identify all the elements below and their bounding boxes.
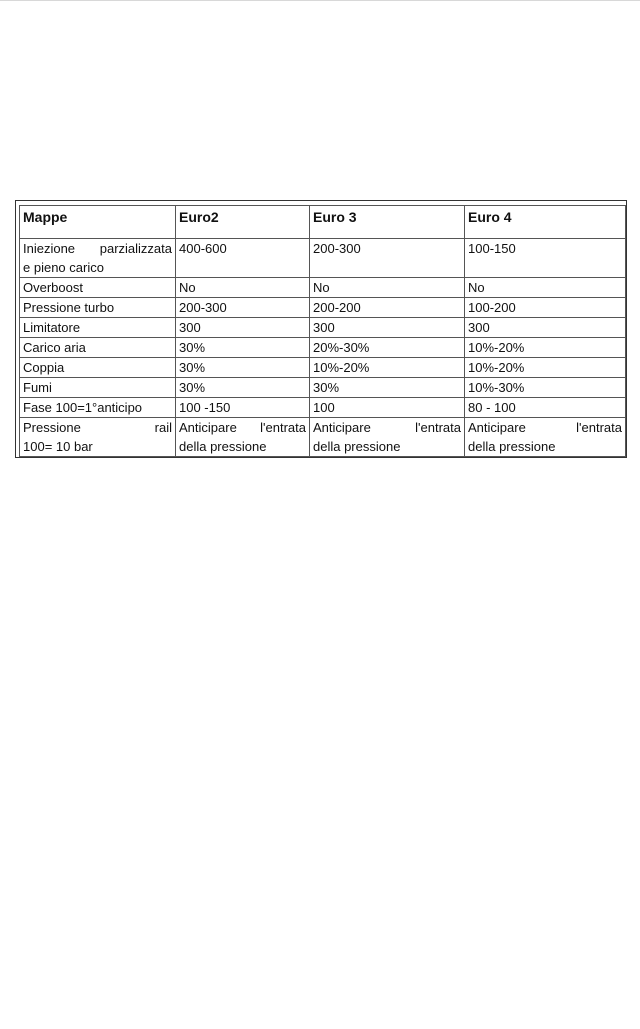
table-row (20, 239, 626, 278)
row-label-cell (20, 318, 176, 338)
cell-text-line: Anticipare l'entrata (179, 420, 306, 435)
cell-text-line: Carico aria (23, 340, 86, 355)
value-cell (176, 239, 310, 278)
table-row (20, 378, 626, 398)
header-euro4: Euro 4 (465, 206, 626, 239)
cell-text-line: Anticipare l'entrata (313, 420, 461, 435)
row-label-cell (20, 298, 176, 318)
value-cell (176, 398, 310, 418)
cell-text-line: e pieno carico (23, 260, 104, 275)
value-cell (310, 298, 465, 318)
emission-maps-table (19, 205, 626, 457)
row-label-cell (20, 358, 176, 378)
cell-text-line: Limitatore (23, 320, 81, 335)
value-cell (310, 418, 465, 457)
cell-text-line: 10%-20% (468, 340, 525, 355)
value-cell (465, 338, 626, 358)
value-cell (176, 418, 310, 457)
cell-text-line: 10%-20% (468, 360, 525, 375)
cell-text-line: Iniezione parzializzata (23, 241, 172, 256)
value-cell (310, 358, 465, 378)
cell-text-line: 200-300 (313, 241, 361, 256)
table-body (20, 239, 626, 457)
row-label-cell (20, 378, 176, 398)
value-cell (465, 239, 626, 278)
value-cell (310, 338, 465, 358)
value-cell (176, 378, 310, 398)
cell-text-line: Coppia (23, 360, 65, 375)
header-mappe: Mappe (20, 206, 176, 239)
spec-table-frame (15, 200, 627, 458)
cell-text-line: 100-150 (468, 241, 516, 256)
cell-text-line: 400-600 (179, 241, 227, 256)
header-euro2: Euro2 (176, 206, 310, 239)
table-row (20, 418, 626, 457)
header-euro3: Euro 3 (310, 206, 465, 239)
cell-text-line: Fase 100=1°anticipo (23, 400, 143, 415)
cell-text-line: 20%-30% (313, 340, 370, 355)
cell-text-line: 10%-20% (313, 360, 370, 375)
value-cell (310, 278, 465, 298)
cell-text-line: No (313, 280, 330, 295)
cell-text-line: 30% (179, 380, 206, 395)
cell-text-line: 30% (313, 380, 340, 395)
cell-text-line: 30% (179, 360, 206, 375)
cell-text-line: No (179, 280, 196, 295)
cell-text-line: No (468, 280, 485, 295)
row-label-cell (20, 278, 176, 298)
cell-text-line: 10%-30% (468, 380, 525, 395)
cell-text-line: 30% (179, 340, 206, 355)
value-cell (465, 298, 626, 318)
row-label-cell (20, 338, 176, 358)
value-cell (176, 338, 310, 358)
table-row (20, 398, 626, 418)
cell-text-line: 300 (313, 320, 335, 335)
cell-text-line: 100 -150 (179, 400, 231, 415)
value-cell (465, 398, 626, 418)
row-label-cell (20, 418, 176, 457)
top-divider (0, 0, 640, 1)
cell-text-line: Pressione turbo (23, 300, 115, 315)
value-cell (465, 358, 626, 378)
value-cell (465, 418, 626, 457)
cell-text-line: Anticipare l'entrata (468, 420, 622, 435)
table-row (20, 298, 626, 318)
value-cell (465, 278, 626, 298)
value-cell (310, 318, 465, 338)
table-header-row (20, 206, 626, 239)
table-row (20, 358, 626, 378)
cell-text-line: della pressione (313, 439, 401, 454)
cell-text-line: 80 - 100 (468, 400, 516, 415)
value-cell (465, 378, 626, 398)
cell-text-line: 300 (468, 320, 490, 335)
cell-text-line: 200-200 (313, 300, 361, 315)
value-cell (176, 358, 310, 378)
cell-text-line: Overboost (23, 280, 83, 295)
cell-text-line: Pressione rail (23, 420, 172, 435)
cell-text-line: 200-300 (179, 300, 227, 315)
cell-text-line: 300 (179, 320, 201, 335)
value-cell (176, 318, 310, 338)
row-label-cell (20, 239, 176, 278)
cell-text-line: 100-200 (468, 300, 516, 315)
cell-text-line: Fumi (23, 380, 52, 395)
table-row (20, 338, 626, 358)
value-cell (176, 278, 310, 298)
value-cell (310, 378, 465, 398)
value-cell (465, 318, 626, 338)
value-cell (310, 239, 465, 278)
table-row (20, 318, 626, 338)
table-row (20, 278, 626, 298)
cell-text-line: della pressione (179, 439, 267, 454)
cell-text-line: della pressione (468, 439, 556, 454)
cell-text-line: 100= 10 bar (23, 439, 93, 454)
value-cell (310, 398, 465, 418)
value-cell (176, 298, 310, 318)
cell-text-line: 100 (313, 400, 335, 415)
row-label-cell (20, 398, 176, 418)
